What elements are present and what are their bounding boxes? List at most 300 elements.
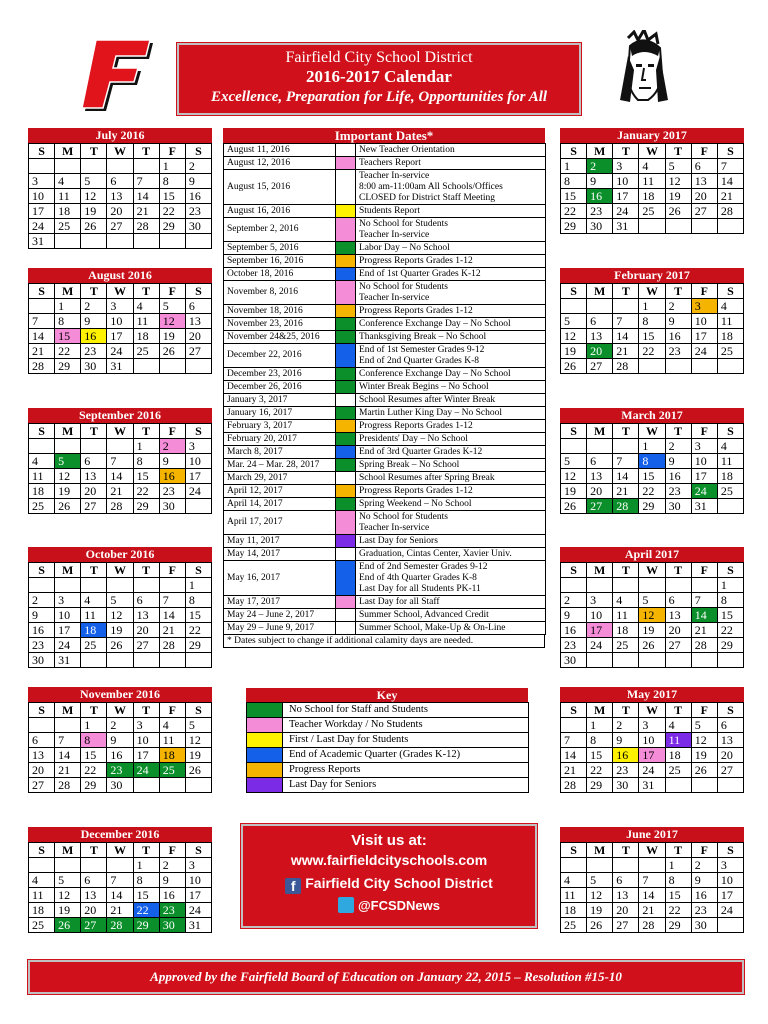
- day-cell: [587, 653, 613, 668]
- day-cell: 20: [613, 903, 639, 918]
- event-date: September 5, 2016: [224, 242, 336, 255]
- day-cell: 26: [561, 359, 587, 374]
- month-title: August 2016: [28, 268, 212, 283]
- weekday-label: S: [29, 424, 55, 439]
- event-color-swatch: [336, 381, 356, 394]
- day-cell: 28: [639, 918, 665, 933]
- day-cell: 29: [133, 918, 159, 933]
- day-cell: 21: [613, 344, 639, 359]
- day-cell: 29: [185, 638, 211, 653]
- day-cell: 24: [691, 484, 717, 499]
- month-calendar: [28, 268, 212, 374]
- month-title: June 2017: [560, 827, 744, 842]
- day-cell: 22: [639, 344, 665, 359]
- day-cell: [159, 359, 185, 374]
- visit-title: Visit us at:: [351, 832, 427, 849]
- day-cell: 25: [29, 918, 55, 933]
- event-date: August 16, 2016: [224, 205, 336, 218]
- day-cell: 10: [587, 608, 613, 623]
- week-row: [29, 888, 212, 903]
- day-cell: 12: [587, 888, 613, 903]
- weekday-label: T: [613, 843, 639, 858]
- weekday-label: S: [717, 424, 743, 439]
- weekday-label: T: [613, 424, 639, 439]
- day-cell: 22: [55, 344, 81, 359]
- month-calendar: [560, 827, 744, 933]
- weekday-label: T: [133, 703, 159, 718]
- day-cell: 4: [665, 718, 691, 733]
- day-cell: 3: [691, 299, 717, 314]
- day-cell: 20: [691, 189, 717, 204]
- important-date-row: [224, 420, 546, 433]
- day-cell: 21: [107, 484, 133, 499]
- weekday-label: F: [691, 284, 717, 299]
- day-cell: 28: [55, 778, 81, 793]
- week-row: [29, 903, 212, 918]
- day-cell: 25: [29, 499, 55, 514]
- weekday-label: T: [133, 563, 159, 578]
- day-cell: 19: [55, 484, 81, 499]
- day-cell: 21: [613, 484, 639, 499]
- day-cell: 6: [717, 718, 743, 733]
- event-date: September 2, 2016: [224, 218, 336, 242]
- day-cell: 25: [133, 344, 159, 359]
- week-row: [29, 918, 212, 933]
- event-color-swatch: [336, 446, 356, 459]
- weekday-header-row: [29, 424, 212, 439]
- day-cell: 15: [55, 329, 81, 344]
- day-cell: 3: [587, 593, 613, 608]
- important-date-row: [224, 368, 546, 381]
- event-date: August 11, 2016: [224, 144, 336, 157]
- day-cell: 31: [185, 918, 211, 933]
- weekday-label: T: [81, 843, 107, 858]
- event-line: Last Day for Seniors: [359, 535, 438, 546]
- month-grid: [560, 423, 744, 514]
- weekday-label: W: [107, 144, 133, 159]
- day-cell: 9: [665, 314, 691, 329]
- weekday-label: S: [185, 563, 211, 578]
- day-cell: 23: [29, 638, 55, 653]
- event-line: Progress Reports Grades 1-12: [359, 255, 473, 266]
- weekday-label: F: [159, 144, 185, 159]
- day-cell: 3: [717, 858, 743, 873]
- event-line: Progress Reports Grades 1-12: [359, 485, 473, 496]
- day-cell: 22: [717, 623, 743, 638]
- weekday-label: T: [81, 424, 107, 439]
- weekday-label: M: [587, 703, 613, 718]
- weekday-label: M: [55, 563, 81, 578]
- day-cell: 13: [587, 329, 613, 344]
- event-date: February 20, 2017: [224, 433, 336, 446]
- day-cell: 5: [561, 314, 587, 329]
- day-cell: 5: [665, 159, 691, 174]
- week-row: [561, 329, 744, 344]
- day-cell: 19: [55, 903, 81, 918]
- day-cell: [133, 653, 159, 668]
- day-cell: 9: [587, 174, 613, 189]
- day-cell: 24: [55, 638, 81, 653]
- day-cell: 15: [561, 189, 587, 204]
- day-cell: 26: [639, 638, 665, 653]
- weekday-label: F: [691, 703, 717, 718]
- day-cell: 12: [639, 608, 665, 623]
- event-date: August 15, 2016: [224, 170, 336, 205]
- day-cell: 10: [639, 733, 665, 748]
- day-cell: [665, 219, 691, 234]
- day-cell: 17: [639, 748, 665, 763]
- day-cell: 10: [29, 189, 55, 204]
- day-cell: 11: [133, 314, 159, 329]
- day-cell: 30: [665, 499, 691, 514]
- day-cell: 21: [29, 344, 55, 359]
- day-cell: 24: [107, 344, 133, 359]
- month-calendar: [28, 408, 212, 514]
- event-line: Teacher In-service: [359, 522, 430, 533]
- important-date-row: [224, 433, 546, 446]
- week-row: [561, 623, 744, 638]
- day-cell: 19: [185, 748, 211, 763]
- day-cell: 8: [665, 873, 691, 888]
- day-cell: 12: [81, 189, 107, 204]
- facebook-link[interactable]: [243, 871, 535, 895]
- day-cell: 8: [639, 454, 665, 469]
- twitter-icon: [338, 897, 354, 913]
- day-cell: 16: [561, 623, 587, 638]
- important-date-row: [224, 157, 546, 170]
- key-table: [246, 702, 529, 793]
- day-cell: 19: [81, 204, 107, 219]
- day-cell: [55, 234, 81, 249]
- day-cell: [133, 778, 159, 793]
- key-row: [247, 718, 529, 733]
- day-cell: 9: [81, 314, 107, 329]
- day-cell: [185, 653, 211, 668]
- event-color-swatch: [336, 205, 356, 218]
- day-cell: 9: [159, 454, 185, 469]
- month-grid: [560, 143, 744, 234]
- twitter-link[interactable]: [243, 895, 535, 917]
- day-cell: 23: [691, 903, 717, 918]
- week-row: [29, 763, 212, 778]
- day-cell: [55, 159, 81, 174]
- week-row: [561, 638, 744, 653]
- day-cell: 5: [55, 454, 81, 469]
- day-cell: 13: [107, 189, 133, 204]
- day-cell: 25: [613, 638, 639, 653]
- day-cell: [665, 778, 691, 793]
- day-cell: [133, 234, 159, 249]
- week-row: [561, 763, 744, 778]
- week-row: [561, 733, 744, 748]
- weekday-header-row: [29, 284, 212, 299]
- event-description: [356, 472, 546, 485]
- important-date-row: [224, 394, 546, 407]
- day-cell: 4: [159, 718, 185, 733]
- weekday-label: M: [55, 843, 81, 858]
- day-cell: 23: [561, 638, 587, 653]
- day-cell: 31: [55, 653, 81, 668]
- day-cell: 2: [665, 299, 691, 314]
- week-row: [29, 873, 212, 888]
- day-cell: 30: [613, 778, 639, 793]
- month-calendar: [560, 128, 744, 234]
- day-cell: 28: [133, 219, 159, 234]
- day-cell: 22: [133, 484, 159, 499]
- day-cell: 10: [55, 608, 81, 623]
- weekday-label: T: [665, 424, 691, 439]
- day-cell: 16: [691, 888, 717, 903]
- day-cell: 1: [717, 578, 743, 593]
- event-line: Labor Day – No School: [359, 242, 450, 253]
- day-cell: 15: [717, 608, 743, 623]
- day-cell: 14: [159, 608, 185, 623]
- day-cell: 19: [561, 344, 587, 359]
- week-row: [29, 314, 212, 329]
- important-date-row: [224, 548, 546, 561]
- day-cell: 5: [159, 299, 185, 314]
- day-cell: 29: [55, 359, 81, 374]
- week-row: [29, 858, 212, 873]
- day-cell: 18: [561, 903, 587, 918]
- day-cell: [717, 653, 743, 668]
- week-row: [561, 778, 744, 793]
- day-cell: 30: [81, 359, 107, 374]
- event-color-swatch: [336, 331, 356, 344]
- key-label: Progress Reports: [283, 763, 529, 778]
- key-color-swatch: [247, 718, 283, 733]
- day-cell: 12: [691, 733, 717, 748]
- event-line: Thanksgiving Break – No School: [359, 331, 487, 342]
- day-cell: 5: [639, 593, 665, 608]
- day-cell: 14: [133, 189, 159, 204]
- day-cell: 10: [613, 174, 639, 189]
- day-cell: 2: [185, 159, 211, 174]
- day-cell: [665, 578, 691, 593]
- day-cell: 24: [587, 638, 613, 653]
- day-cell: 27: [29, 778, 55, 793]
- month-grid: [28, 842, 212, 933]
- day-cell: 15: [159, 189, 185, 204]
- weekday-label: F: [159, 424, 185, 439]
- event-date: April 14, 2017: [224, 498, 336, 511]
- weekday-label: W: [107, 563, 133, 578]
- weekday-label: S: [185, 424, 211, 439]
- weekday-label: F: [691, 843, 717, 858]
- day-cell: [107, 439, 133, 454]
- website-link[interactable]: www.fairfieldcityschools.com: [290, 852, 488, 868]
- day-cell: 6: [107, 174, 133, 189]
- weekday-header-row: [561, 424, 744, 439]
- event-color-swatch: [336, 420, 356, 433]
- week-row: [29, 608, 212, 623]
- day-cell: 4: [613, 593, 639, 608]
- day-cell: 14: [717, 174, 743, 189]
- event-color-swatch: [336, 485, 356, 498]
- week-row: [29, 623, 212, 638]
- week-row: [561, 748, 744, 763]
- day-cell: [717, 359, 743, 374]
- weekday-label: T: [81, 144, 107, 159]
- day-cell: 18: [55, 204, 81, 219]
- key-color-swatch: [247, 703, 283, 718]
- event-line: Spring Weekend – No School: [359, 498, 472, 509]
- day-cell: 13: [29, 748, 55, 763]
- day-cell: [587, 858, 613, 873]
- month-title: February 2017: [560, 268, 744, 283]
- day-cell: 26: [665, 204, 691, 219]
- weekday-label: F: [691, 563, 717, 578]
- week-row: [561, 219, 744, 234]
- key-row: [247, 703, 529, 718]
- important-date-row: [224, 609, 546, 622]
- event-date: December 26, 2016: [224, 381, 336, 394]
- weekday-label: S: [561, 703, 587, 718]
- event-line: No School for Students: [359, 218, 448, 229]
- day-cell: [107, 578, 133, 593]
- day-cell: 30: [587, 219, 613, 234]
- event-description: [356, 157, 546, 170]
- day-cell: 5: [561, 454, 587, 469]
- facebook-icon: f: [285, 878, 301, 894]
- event-color-swatch: [336, 305, 356, 318]
- weekday-label: F: [159, 703, 185, 718]
- day-cell: 14: [613, 329, 639, 344]
- day-cell: 27: [665, 638, 691, 653]
- day-cell: 6: [587, 314, 613, 329]
- twitter-handle: @FCSDNews: [357, 898, 441, 913]
- day-cell: 4: [133, 299, 159, 314]
- event-date: Mar. 24 – Mar. 28, 2017: [224, 459, 336, 472]
- event-color-swatch: [336, 407, 356, 420]
- week-row: [29, 748, 212, 763]
- day-cell: 1: [587, 718, 613, 733]
- event-color-swatch: [336, 344, 356, 368]
- event-date: September 16, 2016: [224, 255, 336, 268]
- day-cell: 25: [561, 918, 587, 933]
- day-cell: [613, 858, 639, 873]
- event-line: Students Report: [359, 205, 420, 216]
- day-cell: 27: [185, 344, 211, 359]
- day-cell: [107, 159, 133, 174]
- event-date: March 8, 2017: [224, 446, 336, 459]
- key-label: Teacher Workday / No Students: [283, 718, 529, 733]
- event-line: Teacher In-service: [359, 170, 430, 181]
- important-date-row: [224, 459, 546, 472]
- day-cell: [561, 858, 587, 873]
- weekday-label: T: [665, 563, 691, 578]
- approval-footer: Approved by the Fairfield Board of Education on January 22, 2015 – Resolution #15-10: [28, 960, 744, 994]
- day-cell: [185, 234, 211, 249]
- key-label: Last Day for Seniors: [283, 778, 529, 793]
- week-row: [561, 359, 744, 374]
- week-row: [29, 733, 212, 748]
- important-date-row: [224, 268, 546, 281]
- day-cell: 2: [561, 593, 587, 608]
- month-grid: [28, 423, 212, 514]
- day-cell: 23: [665, 484, 691, 499]
- day-cell: [639, 359, 665, 374]
- event-date: December 22, 2016: [224, 344, 336, 368]
- day-cell: 28: [613, 359, 639, 374]
- event-line: School Resumes after Spring Break: [359, 472, 495, 483]
- day-cell: [185, 359, 211, 374]
- event-color-swatch: [336, 255, 356, 268]
- day-cell: 15: [665, 888, 691, 903]
- day-cell: 2: [613, 718, 639, 733]
- day-cell: 28: [561, 778, 587, 793]
- week-row: [561, 653, 744, 668]
- event-date: December 23, 2016: [224, 368, 336, 381]
- week-row: [29, 299, 212, 314]
- day-cell: 11: [29, 469, 55, 484]
- key-color-swatch: [247, 733, 283, 748]
- event-description: [356, 459, 546, 472]
- event-line: CLOSED for District Staff Meeting: [359, 192, 495, 203]
- color-key-panel: [246, 688, 528, 793]
- day-cell: 8: [81, 733, 107, 748]
- event-color-swatch: [336, 242, 356, 255]
- important-date-row: [224, 498, 546, 511]
- day-cell: [29, 858, 55, 873]
- day-cell: 18: [133, 329, 159, 344]
- day-cell: 2: [159, 858, 185, 873]
- day-cell: 8: [133, 454, 159, 469]
- month-title: April 2017: [560, 547, 744, 562]
- day-cell: 13: [665, 608, 691, 623]
- day-cell: 27: [587, 499, 613, 514]
- day-cell: 5: [185, 718, 211, 733]
- day-cell: 6: [81, 454, 107, 469]
- important-date-row: [224, 144, 546, 157]
- weekday-header-row: [29, 144, 212, 159]
- event-description: [356, 255, 546, 268]
- week-row: [561, 858, 744, 873]
- event-date: April 12, 2017: [224, 485, 336, 498]
- weekday-label: T: [613, 284, 639, 299]
- day-cell: 14: [107, 469, 133, 484]
- day-cell: 2: [107, 718, 133, 733]
- important-date-row: [224, 242, 546, 255]
- day-cell: 26: [55, 918, 81, 933]
- day-cell: 17: [107, 329, 133, 344]
- week-row: [561, 608, 744, 623]
- event-date: May 16, 2017: [224, 561, 336, 596]
- day-cell: 3: [691, 439, 717, 454]
- day-cell: [613, 653, 639, 668]
- day-cell: 20: [587, 344, 613, 359]
- weekday-label: S: [561, 563, 587, 578]
- day-cell: 3: [185, 858, 211, 873]
- key-row: [247, 778, 529, 793]
- weekday-header-row: [29, 703, 212, 718]
- event-line: 8:00 am-11:00am All Schools/Offices: [359, 181, 503, 192]
- day-cell: 13: [717, 733, 743, 748]
- day-cell: 24: [29, 219, 55, 234]
- month-title: November 2016: [28, 687, 212, 702]
- week-row: [29, 593, 212, 608]
- weekday-label: T: [613, 144, 639, 159]
- weekday-label: W: [107, 424, 133, 439]
- event-line: Teachers Report: [359, 157, 421, 168]
- key-label: End of Academic Quarter (Grades K-12): [283, 748, 529, 763]
- day-cell: 11: [159, 733, 185, 748]
- day-cell: 28: [159, 638, 185, 653]
- event-description: [356, 511, 546, 535]
- day-cell: 19: [587, 903, 613, 918]
- week-row: [561, 484, 744, 499]
- day-cell: 3: [29, 174, 55, 189]
